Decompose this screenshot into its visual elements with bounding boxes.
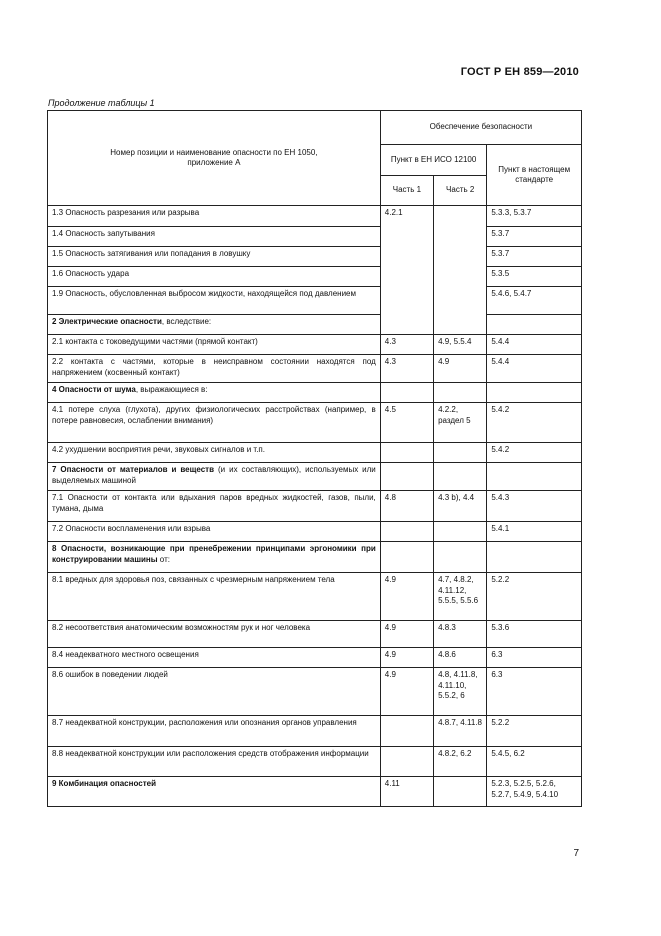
iso-part1-cell: 4.5 <box>380 403 433 443</box>
this-standard-cell: 5.4.4 <box>487 355 582 383</box>
hazards-table <box>47 110 582 807</box>
hazard-name-cell <box>48 777 381 807</box>
table-row <box>48 522 582 542</box>
iso-part1-cell <box>380 315 433 335</box>
iso-part1-cell <box>380 287 433 315</box>
table-caption: Продолжение таблицы 1 <box>48 98 155 108</box>
iso-part1-cell: 4.9 <box>380 668 433 716</box>
hazard-name-cell: 8.8 неадекватной конструкции или расположения средств отображения информации <box>48 747 381 777</box>
this-standard-cell: 6.3 <box>487 668 582 716</box>
hazard-name-cell: 8.6 ошибок в поведении людей <box>48 668 381 716</box>
iso-part2-cell <box>434 247 487 267</box>
iso-part2-cell: 4.8.6 <box>434 648 487 668</box>
table-row <box>48 383 582 403</box>
iso-part2-cell: 4.8.3 <box>434 621 487 648</box>
hazard-name-cell: 2.2 контакта с частями, которые в неисправном состоянии находятся под напряжением (косвенный контакт) <box>48 355 381 383</box>
document-header-title: ГОСТ Р ЕН 859—2010 <box>460 66 579 78</box>
table-row <box>48 621 582 648</box>
hazard-group-suffix: (и их составляющих), используемых или выделяемых машиной <box>52 465 376 485</box>
iso-part1-cell <box>380 716 433 747</box>
table-row <box>48 573 582 621</box>
hazard-name-cell: 8.4 неадекватного местного освещения <box>48 648 381 668</box>
iso-part2-cell <box>434 383 487 403</box>
table-row <box>48 463 582 491</box>
iso-part2-cell: 4.2.2, раздел 5 <box>434 403 487 443</box>
this-standard-cell: 5.4.3 <box>487 491 582 522</box>
this-standard-cell <box>487 463 582 491</box>
this-standard-cell: 5.3.7 <box>487 247 582 267</box>
table-row <box>48 747 582 777</box>
table-row <box>48 287 582 315</box>
hazard-name-cell <box>48 542 381 573</box>
iso-part1-cell <box>380 267 433 287</box>
iso-part1-cell <box>380 227 433 247</box>
hazard-group-suffix: от: <box>157 554 170 564</box>
table-row <box>48 777 582 807</box>
hazard-group-suffix: , выражающиеся в: <box>135 385 208 394</box>
hazard-group-title: 2 Электрические опасности <box>52 317 162 326</box>
this-standard-cell: 5.4.2 <box>487 443 582 463</box>
this-standard-cell: 6.3 <box>487 648 582 668</box>
iso-part2-cell: 4.7, 4.8.2, 4.11.12, 5.5.5, 5.5.6 <box>434 573 487 621</box>
iso-part1-cell: 4.3 <box>380 355 433 383</box>
hazard-name-cell: 1.5 Опасность затягивания или попадания в ловушку <box>48 247 381 267</box>
table-row <box>48 335 582 355</box>
iso-part2-cell: 4.9, 5.5.4 <box>434 335 487 355</box>
iso-part2-cell: 4.3 b), 4.4 <box>434 491 487 522</box>
iso-part1-cell <box>380 443 433 463</box>
iso-part2-cell <box>434 315 487 335</box>
iso-part1-cell: 4.2.1 <box>380 206 433 227</box>
table-row <box>48 443 582 463</box>
hazard-name-header: Номер позиции и наименование опасности по ЕН 1050, приложение А <box>48 111 381 206</box>
iso-part1-cell <box>380 522 433 542</box>
hazard-name-cell: 7.2 Опасности воспламенения или взрыва <box>48 522 381 542</box>
table-row <box>48 315 582 335</box>
hazard-name-cell <box>48 463 381 491</box>
hazard-name-cell: 4.1 потере слуха (глухота), других физиологических расстройствах (например, в потере равновесия, ослаблении внимания) <box>48 403 381 443</box>
iso-part1-cell <box>380 463 433 491</box>
table-row <box>48 491 582 522</box>
table-row <box>48 247 582 267</box>
iso-part1-cell <box>380 542 433 573</box>
this-standard-cell: 5.4.5, 6.2 <box>487 747 582 777</box>
hazard-name-cell: 8.1 вредных для здоровья поз, связанных с чрезмерным напряжением тела <box>48 573 381 621</box>
this-standard-header: Пункт в настоящем стандарте <box>487 145 582 206</box>
hazard-name-cell: 8.2 несоответствия анатомическим возможностям рук и ног человека <box>48 621 381 648</box>
this-standard-cell <box>487 542 582 573</box>
this-standard-cell: 5.2.2 <box>487 716 582 747</box>
hazard-group-suffix: , вследствие: <box>161 317 212 326</box>
this-standard-cell: 5.4.6, 5.4.7 <box>487 287 582 315</box>
iso-part2-cell <box>434 542 487 573</box>
iso-part2-cell <box>434 522 487 542</box>
iso-part2-cell <box>434 206 487 227</box>
hazard-group-title: 4 Опасности от шума <box>52 385 136 394</box>
iso-part1-cell: 4.9 <box>380 648 433 668</box>
table-row <box>48 668 582 716</box>
hazard-group-title: 9 Комбинация опасностей <box>52 779 156 788</box>
iso-part2-cell <box>434 227 487 247</box>
this-standard-cell: 5.4.1 <box>487 522 582 542</box>
this-standard-cell <box>487 315 582 335</box>
part1-header: Часть 1 <box>380 176 433 206</box>
hazard-name-cell: 1.4 Опасность запутывания <box>48 227 381 247</box>
iso-part1-cell <box>380 747 433 777</box>
this-standard-cell: 5.3.3, 5.3.7 <box>487 206 582 227</box>
iso-part1-cell <box>380 383 433 403</box>
this-standard-cell: 5.4.4 <box>487 335 582 355</box>
hazard-name-cell: 1.3 Опасность разрезания или разрыва <box>48 206 381 227</box>
iso-part2-cell <box>434 287 487 315</box>
this-standard-cell: 5.3.5 <box>487 267 582 287</box>
iso-part2-cell: 4.8.7, 4.11.8 <box>434 716 487 747</box>
iso-part2-cell <box>434 777 487 807</box>
this-standard-cell: 5.4.2 <box>487 403 582 443</box>
table-row <box>48 716 582 747</box>
table-row <box>48 227 582 247</box>
iso-part2-cell <box>434 463 487 491</box>
iso-part1-cell: 4.8 <box>380 491 433 522</box>
iso-part2-cell: 4.8, 4.11.8, 4.11.10, 5.5.2, 6 <box>434 668 487 716</box>
hazard-group-title: 8 Опасности, возникающие при пренебрежении принципами эргономики при конструировании машины <box>52 544 376 564</box>
page-number: 7 <box>573 848 579 859</box>
hazard-name-cell: 2.1 контакта с токоведущими частями (прямой контакт) <box>48 335 381 355</box>
hazard-name-cell: 1.6 Опасность удара <box>48 267 381 287</box>
iso-part1-cell: 4.9 <box>380 573 433 621</box>
this-standard-cell <box>487 383 582 403</box>
iso-part1-cell: 4.3 <box>380 335 433 355</box>
table-row <box>48 403 582 443</box>
this-standard-cell: 5.3.7 <box>487 227 582 247</box>
table-row <box>48 267 582 287</box>
hazard-name-cell <box>48 383 381 403</box>
iso-part1-cell: 4.9 <box>380 621 433 648</box>
hazard-name-cell: 1.9 Опасность, обусловленная выбросом жидкости, находящейся под давлением <box>48 287 381 315</box>
iso-part1-cell <box>380 247 433 267</box>
iso-header: Пункт в ЕН ИСО 12100 <box>380 145 487 176</box>
table-row <box>48 542 582 573</box>
this-standard-cell: 5.2.2 <box>487 573 582 621</box>
table-row <box>48 648 582 668</box>
this-standard-cell: 5.3.6 <box>487 621 582 648</box>
hazard-name-cell: 7.1 Опасности от контакта или вдыхания паров вредных жидкостей, газов, пыли, тумана, дыма <box>48 491 381 522</box>
iso-part2-cell: 4.9 <box>434 355 487 383</box>
table-row <box>48 206 582 227</box>
table-row <box>48 355 582 383</box>
hazard-name-cell: 4.2 ухудшении восприятия речи, звуковых сигналов и т.п. <box>48 443 381 463</box>
iso-part2-cell <box>434 267 487 287</box>
hazard-group-title: 7 Опасности от материалов и веществ <box>52 465 215 474</box>
part2-header: Часть 2 <box>434 176 487 206</box>
safety-header: Обеспечение безопасности <box>380 111 581 145</box>
iso-part2-cell: 4.8.2, 6.2 <box>434 747 487 777</box>
this-standard-cell: 5.2.3, 5.2.5, 5.2.6, 5.2.7, 5.4.9, 5.4.10 <box>487 777 582 807</box>
iso-part2-cell <box>434 443 487 463</box>
hazard-name-cell: 8.7 неадекватной конструкции, расположения или опознания органов управления <box>48 716 381 747</box>
hazard-name-cell <box>48 315 381 335</box>
iso-part1-cell: 4.11 <box>380 777 433 807</box>
